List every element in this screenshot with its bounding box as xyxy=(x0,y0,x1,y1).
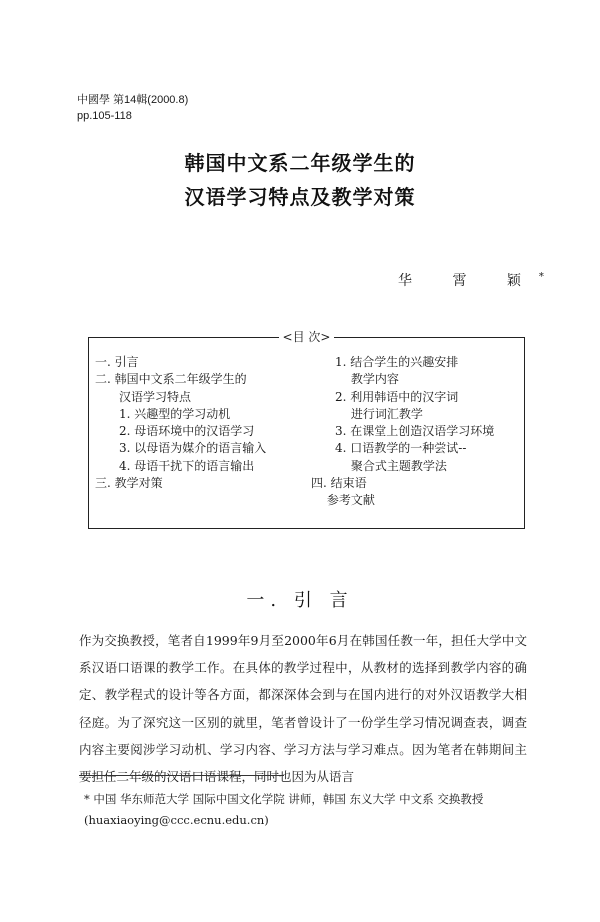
footnote-divider xyxy=(79,775,284,776)
toc-item: 三. 教学对策 xyxy=(95,476,163,491)
page-range: pp.105-118 xyxy=(77,110,132,122)
toc-item: 一. 引言 xyxy=(95,355,139,369)
toc-heading xyxy=(89,329,524,345)
article-title xyxy=(0,146,600,214)
footnote-affiliation: * 中国 华东师范大学 国际中国文化学院 讲师，韩国 东义大学 中文系 交换教授 xyxy=(84,792,484,806)
author-footnote-mark: * xyxy=(538,271,544,283)
table-of-contents xyxy=(88,330,525,529)
toc-item: 4. 母语干扰下的语言输出 xyxy=(95,458,255,473)
toc-item: 二. 韩国中文系二年级学生的 xyxy=(95,372,247,387)
toc-item: 四. 结束语 xyxy=(311,476,367,491)
toc-item: 2. 母语环境中的汉语学习 xyxy=(95,424,255,439)
toc-item: 进行词汇教学 xyxy=(311,406,423,421)
toc-item: 2. 利用韩语中的汉字词 xyxy=(311,389,459,404)
toc-heading-text: <目 次> xyxy=(279,330,335,344)
toc-item: 4. 口语教学的一种尝试-- xyxy=(311,441,467,456)
toc-item: 聚合式主题教学法 xyxy=(311,458,447,473)
footnote-email: (huaxiaoying@ccc.ecnu.edu.cn) xyxy=(84,813,269,827)
toc-item: 参考文献 xyxy=(311,493,375,508)
footnote xyxy=(84,789,534,831)
section-heading: 一. 引 言 xyxy=(246,590,354,611)
toc-item: 1. 兴趣型的学习动机 xyxy=(95,406,231,421)
title-line-1: 韩国中文系二年级学生的 xyxy=(184,151,416,175)
toc-item: 汉语学习特点 xyxy=(95,389,192,404)
body-paragraph: 作为交换教授，笔者自1999年9月至2000年6月在韩国任教一年，担任大学中文系汉语口语课的教学工作。在具体的教学过程中，从教材的选择到教学内容的确定、教学程式的设计等各方面，都深深体会到与在国内进行的对外汉语教学大相径庭。为了深究这一区别的就里，笔者曾设计了一份学生学习情况调查表，调查内容主要阅涉学习动机、学习内容、学习方法与学习难点。因为笔者在韩期间主要担任二年级的汉语口语课程，同时也因为从语言 xyxy=(79,633,527,785)
author-name-text: 华 霄 颖 xyxy=(398,273,539,289)
toc-left-column xyxy=(95,354,315,492)
toc-item: 教学内容 xyxy=(311,372,399,387)
journal-header xyxy=(77,92,188,124)
toc-item: 3. 在课堂上创造汉语学习环境 xyxy=(311,424,495,439)
toc-item: 1. 结合学生的兴趣安排 xyxy=(311,355,459,369)
author-name xyxy=(398,270,544,290)
title-line-2: 汉语学习特点及教学对策 xyxy=(184,185,416,209)
toc-right-column xyxy=(311,354,523,510)
toc-item: 3. 以母语为媒介的语言输入 xyxy=(95,441,267,456)
journal-issue: 中國學 第14輯(2000.8) xyxy=(77,94,189,106)
